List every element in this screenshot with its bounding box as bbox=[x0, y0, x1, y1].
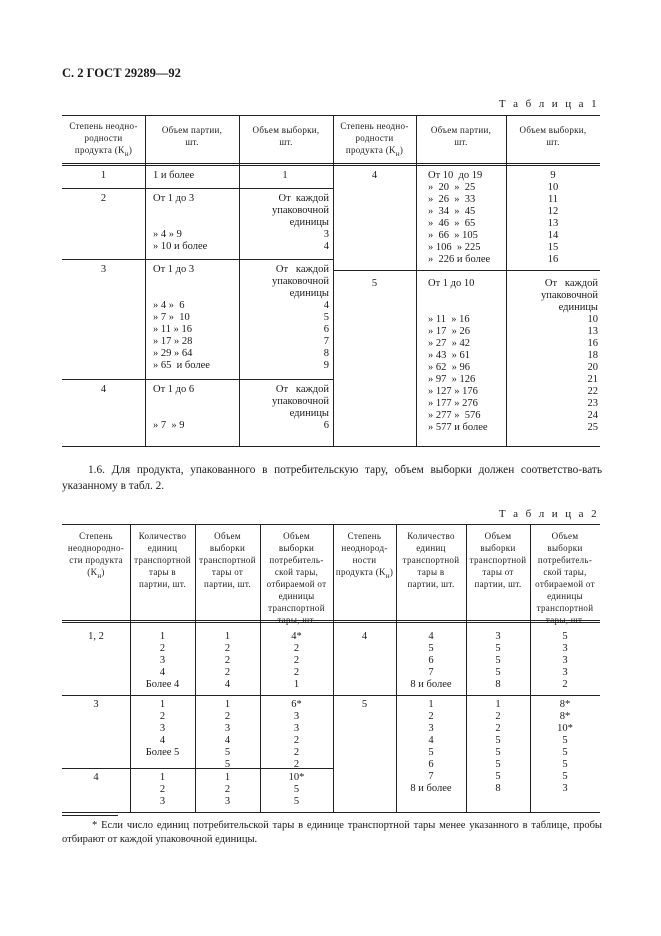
table1-sample-cell-line: 5 bbox=[323, 312, 329, 323]
table1-sample-cell-right-line: 10 bbox=[587, 314, 598, 325]
table1-degree-cell-right: 4 bbox=[371, 170, 378, 181]
table2-units-cell-right-line: 8 и более bbox=[410, 783, 452, 794]
table2-consumer-cell-line: 2 bbox=[293, 747, 300, 758]
table2-units-cell-line: 4 bbox=[159, 735, 166, 746]
table2-units-cell-right-line: 1 bbox=[428, 699, 434, 710]
table2-caption: Т а б л и ц а 2 bbox=[498, 508, 599, 520]
table1-sample-cell-line: От каждой bbox=[278, 193, 329, 204]
table2-consumer-cell bbox=[260, 772, 333, 808]
table1-header-degree: Степень неодно- родности продукта $(K_н)$ bbox=[69, 121, 138, 158]
table1-degree-cell: 4 bbox=[100, 384, 107, 395]
table1-sample-cell-line: единицы bbox=[289, 288, 329, 299]
table2-units-cell-right bbox=[396, 699, 466, 795]
table2-transport-cell-line: 1 bbox=[224, 631, 231, 642]
table2-consumer-cell-line: 10* bbox=[288, 772, 305, 783]
table1-header-lot-right: Объем партии, шт. bbox=[430, 125, 492, 147]
table1-lot-cell-right-line: » 17 » 26 bbox=[428, 326, 470, 337]
table2-transport-cell bbox=[195, 631, 260, 691]
table2-transport-cell bbox=[195, 772, 260, 808]
table2-header-sample-transport-right: Объем выборки транспортной тары от партии, шт. bbox=[469, 531, 527, 589]
table2-transport-cell-line: 3 bbox=[224, 723, 231, 734]
table1-lot-cell-right-line: » 226 и более bbox=[428, 254, 491, 265]
table1-lot-cell-right-line: » 62 » 96 bbox=[428, 362, 470, 373]
table2-transport-cell-line: 2 bbox=[224, 711, 231, 722]
table2-consumer-cell bbox=[260, 699, 333, 771]
table1-lot-cell-line: » 10 и более bbox=[153, 241, 208, 252]
table2-transport-cell-line: 4 bbox=[224, 735, 231, 746]
table2-units-cell-line: 2 bbox=[159, 711, 166, 722]
table1-sample-cell-line: упаковочной bbox=[272, 205, 329, 216]
table2-units-cell-line: 4 bbox=[159, 667, 166, 678]
table2-transport-cell-line: 5 bbox=[224, 747, 231, 758]
table2-degree-cell: 3 bbox=[93, 699, 99, 710]
table2-consumer-cell-line: 2 bbox=[293, 643, 300, 654]
table2-transport-cell-line: 1 bbox=[224, 772, 231, 783]
table1-lot-cell-line: От 1 до 3 bbox=[153, 264, 195, 275]
table1-sample-cell-right-line: 12 bbox=[547, 206, 559, 217]
table2-degree-cell-right: 4 bbox=[361, 631, 368, 642]
table2-units-cell-right-line: 4 bbox=[428, 735, 434, 746]
page-header: С. 2 ГОСТ 29289—92 bbox=[62, 66, 181, 80]
table1-sample-cell-right-line: 16 bbox=[547, 254, 559, 265]
table2-consumer-cell-line: 1 bbox=[293, 679, 300, 690]
table1-sample-cell-line: единицы bbox=[289, 408, 329, 419]
table1-lot-cell-right bbox=[428, 278, 504, 434]
table2-transport-cell-line: 2 bbox=[224, 655, 231, 666]
table2-consumer-cell-right-line: 3 bbox=[562, 667, 568, 678]
table1-sample-cell-right-line: 18 bbox=[587, 350, 598, 361]
table1-sample-cell-right-line: 14 bbox=[547, 230, 559, 241]
table1-sample-cell-right-line: 16 bbox=[587, 338, 598, 349]
table1-sample-cell-line: 9 bbox=[323, 360, 329, 371]
table1-lot-cell-line bbox=[153, 396, 237, 408]
table2-consumer-cell-line: 2 bbox=[293, 655, 300, 666]
table1-sample-cell bbox=[241, 384, 329, 432]
table1-header-lot: Объем партии, шт. bbox=[161, 125, 223, 147]
table1-lot-cell-line: » 4 » 9 bbox=[153, 229, 182, 240]
table2-units-cell-right-line: 6 bbox=[428, 759, 434, 770]
table1-sample-cell-right-line: 11 bbox=[547, 194, 559, 205]
table2-consumer-cell-right-line: 10* bbox=[557, 723, 573, 734]
table2-units-cell-right-line: 5 bbox=[428, 747, 434, 758]
table1-sample-cell bbox=[241, 193, 329, 253]
table1-lot-cell-line: » 7 » 9 bbox=[153, 420, 185, 431]
table1-lot-cell bbox=[153, 384, 237, 432]
table1-sample-cell-line: 1 bbox=[282, 170, 288, 181]
table1-sample-cell-right-line: 24 bbox=[587, 410, 598, 421]
table2-transport-cell-line: 2 bbox=[224, 784, 231, 795]
table2-units-cell-line: 1 bbox=[159, 631, 166, 642]
table1-lot-cell-right bbox=[428, 170, 504, 266]
table1-lot-cell-right-line: » 277 » 576 bbox=[428, 410, 481, 421]
table2-transport-cell-line: 2 bbox=[224, 643, 231, 654]
table1-lot-cell-right-line bbox=[428, 290, 504, 302]
table2-units-cell-right-line: 6 bbox=[428, 655, 434, 666]
table1-lot-cell-line: От 1 до 6 bbox=[153, 384, 195, 395]
footnote: * Если число единиц потребительской тары в единице транспортной тары менее указанного в таблице, пробы отбирают от каждой упаковочной единицы. bbox=[62, 820, 602, 845]
table2-units-cell-line: 2 bbox=[159, 784, 166, 795]
table2-consumer-cell-right-line: 3 bbox=[562, 655, 568, 666]
table2-units-cell bbox=[130, 772, 195, 808]
table1-sample-cell-line: упаковочной bbox=[272, 276, 329, 287]
table2-transport-cell-right-line: 5 bbox=[495, 747, 501, 758]
table2-transport-cell-line: 3 bbox=[224, 796, 231, 807]
table2-units-cell-right-line: 7 bbox=[428, 667, 434, 678]
table1-lot-cell-right-line: » 127 » 176 bbox=[428, 386, 478, 397]
table2-units-cell-right-line: 3 bbox=[428, 723, 434, 734]
table1-sample-cell-right-line: От каждой bbox=[544, 278, 598, 289]
table2-units-cell-line: Более 4 bbox=[145, 679, 180, 690]
table1-lot-cell-right-line: » 34 » 45 bbox=[428, 206, 476, 217]
table2-header-sample-consumer-right: Объем выборки потребитель- ской тары, отбираемой от единицы транспортной тары, шт. bbox=[535, 531, 595, 625]
table1-lot-cell bbox=[153, 193, 237, 253]
table1-degree-cell: 2 bbox=[100, 193, 107, 204]
table2-consumer-cell bbox=[260, 631, 333, 691]
table2-units-cell-right bbox=[396, 631, 466, 691]
table1-sample-cell-right bbox=[508, 278, 598, 434]
table2-consumer-cell-right-line: 5 bbox=[562, 747, 568, 758]
table1-sample-cell-line: 7 bbox=[323, 336, 329, 347]
table1-lot-cell-line: От 1 до 3 bbox=[153, 193, 195, 204]
table2-header-sample-consumer: Объем выборки потребитель- ской тары, отбираемой от единицы транспортной тары, шт. bbox=[266, 531, 327, 625]
table1-lot-cell-right-line: » 177 » 276 bbox=[428, 398, 478, 409]
table2-units-cell-right-line: 8 и более bbox=[410, 679, 452, 690]
table1-lot-cell-right-line: » 46 » 65 bbox=[428, 218, 476, 229]
footnote-rule bbox=[62, 815, 118, 816]
table2-degree-cell-right: 5 bbox=[361, 699, 368, 710]
table1-sample-cell-line: 3 bbox=[323, 229, 329, 240]
table1-degree-cell: 3 bbox=[100, 264, 107, 275]
table2-degree-cell: 4 bbox=[93, 772, 99, 783]
table2-consumer-cell-line: 2 bbox=[293, 759, 300, 770]
table2-transport-cell-right bbox=[466, 631, 530, 691]
table1-sample-cell-line: От каждой bbox=[275, 264, 329, 275]
table1-sample-cell-line: упаковочной bbox=[272, 396, 329, 407]
table2-transport-cell-line: 5 bbox=[224, 759, 231, 770]
table1-sample-cell-line: От каждой bbox=[275, 384, 329, 395]
table2-units-cell bbox=[130, 699, 195, 759]
table1-sample-cell-right-line: 22 bbox=[587, 386, 598, 397]
table1-lot-cell-line: » 65 и более bbox=[153, 360, 210, 371]
table1-lot-cell-line bbox=[153, 408, 237, 420]
table2-transport-cell-right-line: 5 bbox=[495, 771, 501, 782]
table2-consumer-cell-line: 3 bbox=[293, 711, 300, 722]
table2-transport-cell-right-line: 5 bbox=[495, 667, 501, 678]
table2-transport-cell-right-line: 2 bbox=[495, 723, 501, 734]
table1-sample-cell-line: 6 bbox=[323, 324, 329, 335]
table1-sample-cell-line: 4 bbox=[323, 300, 329, 311]
table2-consumer-cell-right-line: 5 bbox=[562, 735, 568, 746]
table2-transport-cell-right bbox=[466, 699, 530, 795]
table2-units-cell-right-line: 7 bbox=[428, 771, 434, 782]
table1-lot-cell-right-line: От 10 до 19 bbox=[428, 170, 483, 181]
table2-units-cell-line: 1 bbox=[159, 699, 166, 710]
table1-sample-cell-line: 8 bbox=[323, 348, 329, 359]
table2-transport-cell bbox=[195, 699, 260, 771]
table1-lot-cell-right-line: » 97 » 126 bbox=[428, 374, 476, 385]
table2-consumer-cell-line: 5 bbox=[293, 784, 300, 795]
table2-consumer-cell-line: 5 bbox=[293, 796, 300, 807]
table1-lot-cell-right-line bbox=[428, 302, 504, 314]
table2-transport-cell-line: 4 bbox=[224, 679, 231, 690]
table2-transport-cell-right-line: 5 bbox=[495, 643, 501, 654]
table1-sample-cell-right-line: 9 bbox=[550, 170, 556, 181]
table1-lot-cell-right-line: От 1 до 10 bbox=[428, 278, 475, 289]
table2-header-units: Количество единиц транспортной тары в партии, шт. bbox=[134, 531, 191, 589]
table1-lot-cell-line bbox=[153, 276, 237, 288]
table2-transport-cell-right-line: 1 bbox=[495, 699, 501, 710]
table1-lot-cell-line bbox=[153, 288, 237, 300]
table2-units-cell-right-line: 4 bbox=[428, 631, 434, 642]
table1-sample-cell-right-line: 13 bbox=[547, 218, 559, 229]
table2-units-cell-line: 1 bbox=[159, 772, 166, 783]
table2-units-cell-right-line: 2 bbox=[428, 711, 434, 722]
table1-sample-cell bbox=[241, 264, 329, 372]
table1-sample-cell-right-line: 21 bbox=[587, 374, 598, 385]
table1-sample-cell-line: 6 bbox=[323, 420, 329, 431]
table1-sample-cell-right-line: упаковочной bbox=[541, 290, 598, 301]
table2-consumer-cell-right bbox=[530, 699, 600, 795]
table2-transport-cell-right-line: 8 bbox=[495, 783, 501, 794]
table2-transport-cell-line: 2 bbox=[224, 667, 231, 678]
table2-header-units-right: Количество единиц транспортной тары в партии, шт. bbox=[402, 531, 460, 589]
table1-lot-cell-right-line: » 20 » 25 bbox=[428, 182, 476, 193]
table2-consumer-cell-right-line: 8* bbox=[559, 699, 571, 710]
table1-lot-cell-right-line: » 43 » 61 bbox=[428, 350, 470, 361]
table1-degree-cell: 1 bbox=[100, 170, 107, 181]
table2-transport-cell-right-line: 2 bbox=[495, 711, 501, 722]
table2-units-cell-line: 3 bbox=[159, 796, 166, 807]
table2-transport-cell-right-line: 5 bbox=[495, 655, 501, 666]
table2-transport-cell-right-line: 8 bbox=[495, 679, 501, 690]
table2-consumer-cell-line: 6* bbox=[291, 699, 302, 710]
table1-header-sample: Объем выборки, шт. bbox=[252, 125, 320, 147]
table2-units-cell-line: 3 bbox=[159, 723, 166, 734]
table1-sample-cell-line: единицы bbox=[289, 217, 329, 228]
table1-sample-cell-right-line: 13 bbox=[587, 326, 598, 337]
table1-lot-cell-line: 1 и более bbox=[153, 170, 195, 181]
table1-lot-cell bbox=[153, 170, 237, 182]
table1-caption: Т а б л и ц а 1 bbox=[498, 98, 599, 110]
table1-lot-cell-right-line: » 26 » 33 bbox=[428, 194, 476, 205]
table2-units-cell-line: Более 5 bbox=[145, 747, 180, 758]
table1-sample-cell bbox=[241, 170, 329, 182]
paragraph-1-6: 1.6. Для продукта, упакованного в потребительскую тару, объем выборки должен соответство-вать указанному в табл. 2. bbox=[62, 464, 602, 492]
table2-units-cell bbox=[130, 631, 195, 691]
table1-lot-cell-right-line: » 577 и более bbox=[428, 422, 488, 433]
table1-lot-cell-right-line: » 66 » 105 bbox=[428, 230, 478, 241]
table1-header-degree-right: Степень неодно- родности продукта $(K_н)$ bbox=[340, 121, 409, 158]
table1-lot-cell-line bbox=[153, 217, 237, 229]
table2-units-cell-right-line: 5 bbox=[428, 643, 434, 654]
table1-lot-cell-right-line: » 106 » 225 bbox=[428, 242, 481, 253]
table2-consumer-cell-right-line: 2 bbox=[562, 679, 568, 690]
table1-lot-cell-line: » 7 » 10 bbox=[153, 312, 190, 323]
table2-degree-cell: 1, 2 bbox=[88, 631, 104, 642]
table2-transport-cell-right-line: 5 bbox=[495, 735, 501, 746]
table1-lot-cell-line: » 4 » 6 bbox=[153, 300, 185, 311]
table2-header-sample-transport: Объем выборки транспортной тары от партии, шт. bbox=[199, 531, 256, 589]
table2-consumer-cell-line: 3 bbox=[293, 723, 300, 734]
table2-consumer-cell-right-line: 3 bbox=[562, 643, 568, 654]
table1-lot-cell-line bbox=[153, 205, 237, 217]
table2-transport-cell-line: 1 bbox=[224, 699, 231, 710]
table1-header-sample-right: Объем выборки, шт. bbox=[519, 125, 587, 147]
table1-degree-cell-right: 5 bbox=[371, 278, 378, 289]
table2-transport-cell-right-line: 5 bbox=[495, 759, 501, 770]
table1-sample-cell-right-line: 23 bbox=[587, 398, 598, 409]
table1-sample-cell-right-line: 20 bbox=[587, 362, 598, 373]
table2-consumer-cell-right bbox=[530, 631, 600, 691]
table2-consumer-cell-right-line: 5 bbox=[562, 759, 568, 770]
table1-sample-cell-right bbox=[508, 170, 598, 266]
table2-transport-cell-right-line: 3 bbox=[495, 631, 501, 642]
table1-sample-cell-line: 4 bbox=[323, 241, 329, 252]
table1-sample-cell-right-line: 25 bbox=[587, 422, 598, 433]
table2-consumer-cell-right-line: 8* bbox=[559, 711, 571, 722]
table1-lot-cell-right-line: » 27 » 42 bbox=[428, 338, 470, 349]
table2-consumer-cell-line: 2 bbox=[293, 667, 300, 678]
table1-sample-cell-right-line: единицы bbox=[558, 302, 598, 313]
table2-header-degree-right: Степень неоднород- ности продукта $(K_н)$ bbox=[335, 531, 394, 580]
table2-units-cell-line: 2 bbox=[159, 643, 166, 654]
table1-sample-cell-right-line: 15 bbox=[547, 242, 559, 253]
table1-lot-cell-line: » 29 » 64 bbox=[153, 348, 193, 359]
table1-lot-cell-right-line: » 11 » 16 bbox=[428, 314, 470, 325]
table1-lot-cell-line: » 17 » 28 bbox=[153, 336, 193, 347]
table2-consumer-cell-right-line: 5 bbox=[562, 631, 568, 642]
table1-sample-cell-right-line: 10 bbox=[547, 182, 559, 193]
table2-consumer-cell-line: 2 bbox=[293, 735, 300, 746]
table2-header-degree: Степень неоднородно- сти продукта $(K_н)$ bbox=[67, 531, 125, 580]
table2-consumer-cell-right-line: 5 bbox=[562, 771, 568, 782]
table2-consumer-cell-right-line: 3 bbox=[562, 783, 568, 794]
table1-lot-cell-line: » 11 » 16 bbox=[153, 324, 192, 335]
table2-units-cell-line: 3 bbox=[159, 655, 166, 666]
table2-consumer-cell-line: 4* bbox=[291, 631, 302, 642]
table1-lot-cell bbox=[153, 264, 237, 372]
